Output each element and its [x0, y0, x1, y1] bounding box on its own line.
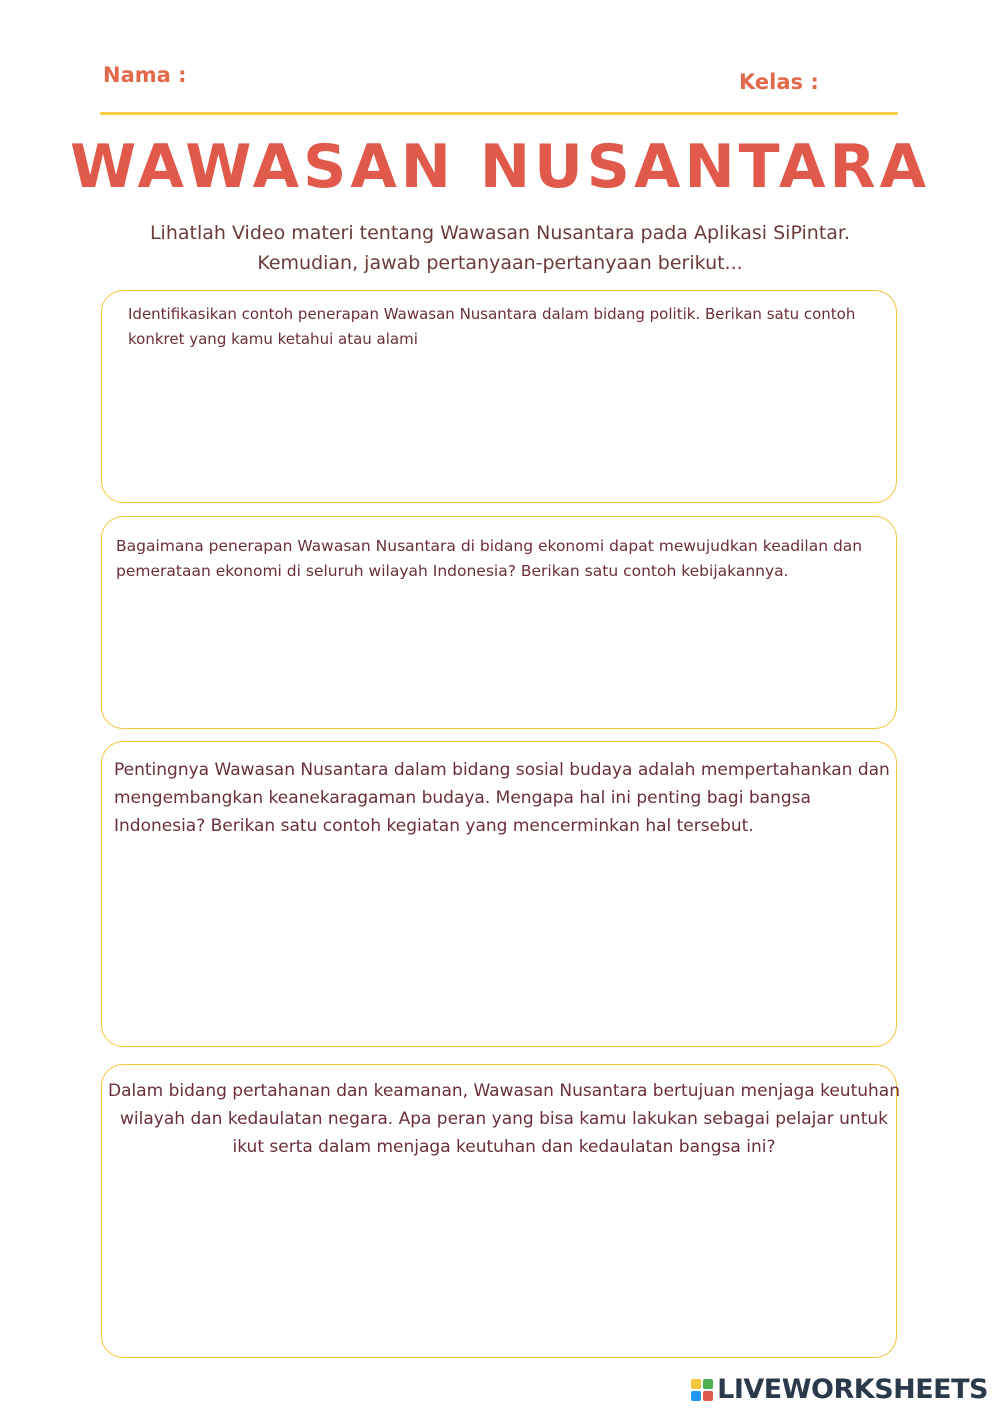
liveworksheets-logo-icon — [691, 1379, 713, 1401]
nama-label: Nama : — [103, 63, 187, 87]
question-4-text: Dalam bidang pertahanan dan keamanan, Wawasan Nusantara bertujuan menjaga keutuhan wilayah dan kedaulatan negara. Apa peran yang bisa kamu lakukan sebagai pelajar untuk ikut serta dalam menjaga keutuhan dan kedaulatan bangsa ini? — [108, 1081, 900, 1157]
question-1-text: Identifikasikan contoh penerapan Wawasan Nusantara dalam bidang politik. Berikan satu contoh konkret yang kamu ketahui atau alami — [128, 305, 856, 348]
question-2-text: Bagaimana penerapan Wawasan Nusantara di bidang ekonomi dapat mewujudkan keadilan dan pemerataan ekonomi di seluruh wilayah Indonesia? Berikan satu contoh kebijakannya. — [116, 537, 863, 580]
header-divider — [100, 112, 898, 115]
brand-text: LIVEWORKSHEETS — [717, 1374, 988, 1405]
instruction-line-1: Lihatlah Video materi tentang Wawasan Nusantara pada Aplikasi SiPintar. — [149, 222, 851, 244]
question-3-text: Pentingnya Wawasan Nusantara dalam bidang sosial budaya adalah mempertahankan dan mengembangkan keanekaragaman budaya. Mengapa hal ini penting bagi bangsa Indonesia? Berikan satu contoh kegiatan yang mencerminkan hal tersebut. — [114, 760, 890, 836]
page-title: WAWASAN NUSANTARA — [69, 132, 931, 202]
instruction-line-2: Kemudian, jawab pertanyaan-pertanyaan berikut... — [257, 252, 743, 274]
kelas-label: Kelas : — [739, 70, 819, 94]
liveworksheets-brand — [691, 1374, 988, 1405]
